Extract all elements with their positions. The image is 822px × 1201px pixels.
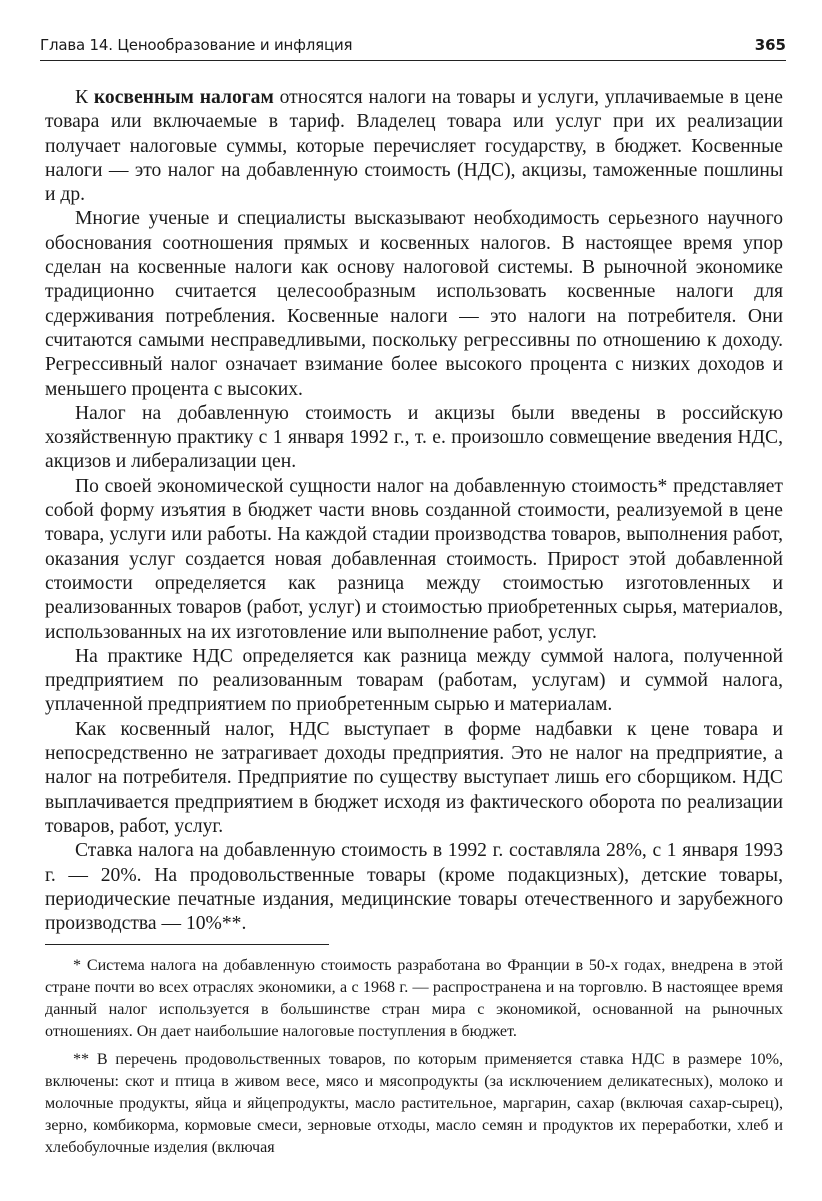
page-number: 365 [754,36,786,54]
paragraph-5: На практике НДС определяется как разница между суммой налога, полученной предприятием по реализованным товарам (работам, услугам) и суммой налога, уплаченной предприятием по приобретенным сырью и материалам. [45,645,783,716]
paragraph-7: Ставка налога на добавленную стоимость в 1992 г. составляла 28%, с 1 января 1993 г. — 20%. На продовольственные товары (кроме подакцизных), детские товары, периодические печатные издания, медицинские товары отечественного и зарубежного производства — 10%**. [45,840,783,935]
footnote-rule [45,944,329,945]
chapter-title: Глава 14. Ценообразование и инфляция [40,36,353,54]
footnote-1: * Система налога на добавленную стоимость разработана во Франции в 50-х годах, внедрена в этой стране почти во всех отраслях экономики, а с 1968 г. — распространена и на торговлю. В настоящее время данный налог используется в большинстве стран мира с экономикой, основанной на рыночных отношениях. Он дает наибольшие налоговые поступления в бюджет. [45,957,783,1040]
paragraph-2: Многие ученые и специалисты высказывают необходимость серьезного научного обоснования соотношения прямых и косвенных налогов. В настоящее время упор сделан на косвенные налоги как основу налоговой системы. В рыночной экономике традиционно считается целесообразным использовать косвенные налоги для сдерживания потребления. Косвенные налоги — это налоги на потребителя. Они считаются самыми несправедливыми, поскольку регрессивны по отношению к доходу. Регрессивный налог означает взимание более высокого процента с низких доходов и меньшего процента с высоких. [45,208,783,400]
paragraph-3: Налог на добавленную стоимость и акцизы были введены в российскую хозяйственную практику с 1 января 1992 г., т. е. произошло совмещение введения НДС, акцизов и либерализации цен. [45,402,783,473]
paragraph-1 [45,86,783,207]
paragraph-1-lead: К [75,87,94,108]
paragraph-1-rest: относятся налоги на товары и услуги, уплачиваемые в цене товара или включаемые в тариф. Владелец товара или услуг при их реализации получает налоговые суммы, которые перечисляет государству, в бюджет. Косвенные налоги — это налог на добавленную стоимость (НДС), акцизы, таможенные пошлины и др. [45,87,784,206]
paragraph-4: По своей экономической сущности налог на добавленную стоимость* представляет собой форму изъятия в бюджет части вновь созданной стоимости, реализуемой в цене товара, услуги или работы. На каждой стадии производства товаров, выполнения работ, оказания услуг создается новая добавленная стоимость. Прирост этой добавленной стоимости определяется как разница между стоимостью изготовленных и реализованных товаров (работ, услуг) и стоимостью приобретенных сырья, материалов, использованных на их изготовление или выполнение работ, услуг. [45,475,783,643]
footnote-2: ** В перечень продовольственных товаров, по которым применяется ставка НДС в размере 10%, включены: скот и птица в живом весе, мясо и мясопродукты (за исключением деликатесных), молоко и молочные продукты, яйца и яйцепродукты, масло растительное, маргарин, сахар (включая сахар-сырец), зерно, комбикорма, кормовые смеси, зерновые отходы, масло семян и продуктов их переработки, хлеб и хлебобулочные изделия (включая [45,1051,783,1156]
running-header [40,36,786,58]
indirect-taxes-term: косвенным налогам [93,87,274,108]
header-rule [40,60,786,61]
paragraph-6: Как косвенный налог, НДС выступает в форме надбавки к цене товара и непосредственно не затрагивает доходы предприятия. Это не налог на предприятие, а налог на потребителя. Предприятие по существу выступает лишь его сборщиком. НДС выплачивается предприятием в бюджет исходя из фактического оборота по реализации товаров, работ, услуг. [45,718,783,837]
footnotes [45,955,783,1159]
main-text [45,86,783,936]
